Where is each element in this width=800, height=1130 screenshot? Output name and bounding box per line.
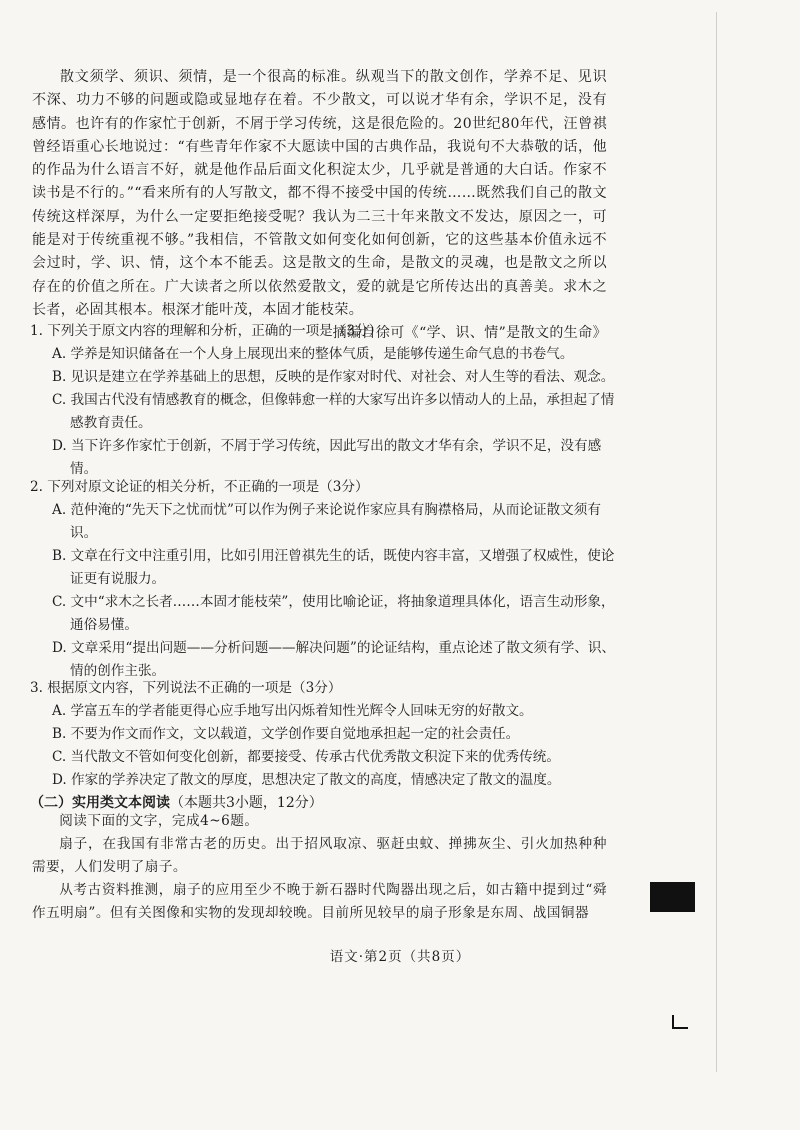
option-d: D. 文章采用“提出问题——分析问题——解决问题”的论证结构，重点论述了散文须有学、识、情的创作主张。 [52,640,616,679]
option-a: A. 范仲淹的“先天下之忧而忧”可以作为例子来论说作家应具有胸襟格局，从而论证散文须有识。 [52,502,601,541]
passage-source: 摘编自徐可《“学、识、情”是散文的生命》 [332,325,607,342]
question-1 [30,320,620,481]
section-note: （本题共3小题，12分） [170,795,323,811]
option-c: C. 我国古代没有情感教育的概念，但像韩愈一样的大家写出许多以情动人的上品，承担起了情感教育责任。 [52,392,615,431]
option-d: D. 作家的学养决定了散文的厚度，思想决定了散文的高度，情感决定了散文的温度。 [52,772,561,788]
article-paragraph-1: 扇子，在我国有非常古老的历史。出于招风取凉、驱赶虫蚊、掸拂灰尘、引火加热种种需要，人们发明了扇子。 [32,836,607,875]
scan-edge-line [716,12,717,1072]
question-2 [30,476,620,683]
question-stem: 2. 下列对原文论证的相关分析，不正确的一项是（3分） [30,479,369,495]
question-stem: 1. 下列关于原文内容的理解和分析，正确的一项是（3分） [30,323,383,339]
argument-passage [32,66,607,346]
option-b: B. 见识是建立在学养基础上的思想，反映的是作家对时代、对社会、对人生等的看法、观念。 [52,369,615,385]
option-c: C. 当代散文不管如何变化创新，都要接受、传承古代优秀散文积淀下来的优秀传统。 [52,749,560,765]
option-c: C. 文中“求木之长者……本固才能枝荣”，使用比喻论证，将抽象道理具体化，语言生动形象，通俗易懂。 [52,594,615,633]
option-a: A. 学富五车的学者能更得心应手地写出闪烁着知性光辉令人回味无穷的好散文。 [52,703,533,719]
corner-crop-mark [672,1015,688,1029]
page-footer: 语文·第2页（共8页） [329,949,471,965]
option-b: B. 不要为作文而作文，文以载道，文学创作要自觉地承担起一定的社会责任。 [52,726,520,742]
question-3 [30,677,620,792]
question-stem: 3. 根据原文内容，下列说法不正确的一项是（3分） [30,680,342,696]
scan-black-mark [650,882,695,912]
article-paragraph-2: 从考古资料推测，扇子的应用至少不晚于新石器时代陶器出现之后，如古籍中提到过“舜作五明扇”。但有关图像和实物的发现却较晚。目前所见较早的扇子形象是东周、战国铜器 [32,882,607,921]
option-b: B. 文章在行文中注重引用，比如引用汪曾祺先生的话，既使内容丰富，又增强了权威性，使论证更有说服力。 [52,548,615,587]
passage-paragraph: 散文须学、须识、须情，是一个很高的标准。纵观当下的散文创作，学养不足、见识不深、功力不够的问题或隐或显地存在着。不少散文，可以说才华有余，学识不足，没有感情。也许有的作家忙于创新，不屑于学习传统，这是很危险的。20世纪80年代，汪曾祺曾经语重心长地说过：“有些青年作家不大愿读中国的古典作品，我说句不大恭敬的话，他的作品为什么语言不好，就是他作品后面文化积淀太少，几乎就是普通的大白话。作家不读书是不行的。”“看来所有的人写散文，都不得不接受中国的传统……既然我们自己的散文传统这样深厚，为什么一定要拒绝接受呢？我认为二三十年来散文不发达，原因之一，可能是对于传统重视不够。”我相信，不管散文如何变化如何创新，它的这些基本价值永远不会过时，学、识、情，这个本不能丢。这是散文的生命，是散文的灵魂，也是散文之所以存在的价值之所在。广大读者之所以依然爱散文，爱的就是它所传达出的真善美。求木之长者，必固其根本。根深才能叶茂，本固才能枝荣。 [32,69,607,318]
option-a: A. 学养是知识储备在一个人身上展现出来的整体气质，是能够传递生命气息的书卷气。 [52,346,574,362]
section-title: （二）实用类文本阅读 [30,795,170,811]
practical-text [32,810,607,925]
instruction: 阅读下面的文字，完成4~6题。 [59,813,259,829]
option-d: D. 当下许多作家忙于创新，不屑于学习传统，因此写出的散文才华有余，学识不足，没有感情。 [52,438,602,477]
